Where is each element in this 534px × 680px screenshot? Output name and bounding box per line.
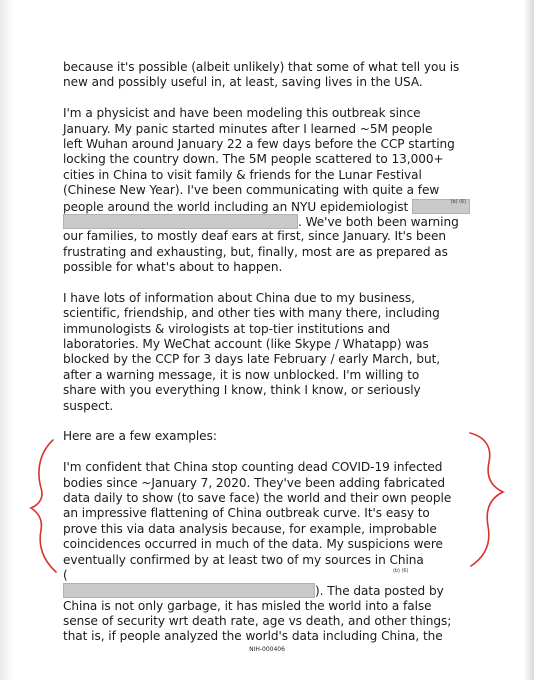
- text-line: new and possibly useful in, at least, saving lives in the USA.: [63, 75, 423, 90]
- text-line: laboratories. My WeChat account (like Skype / Whatapp) was: [63, 337, 429, 352]
- text-line: I'm a physicist and have been modeling this outbreak since: [63, 106, 421, 121]
- redaction-code: (b) (6): [393, 567, 409, 574]
- text-line: blocked by the CCP for 3 days late February / early March, but,: [63, 352, 441, 367]
- redaction-code: (b) (6): [450, 198, 467, 205]
- text-line: data daily to show (to save face) the world and their own people: [63, 490, 452, 505]
- text-line: possible for what's about to happen.: [63, 260, 283, 275]
- text-segment: . We've both been warning: [298, 214, 459, 229]
- text-segment: (: [63, 567, 68, 582]
- text-line: coincidences occurred in much of the data. My suspicions were: [63, 537, 443, 552]
- text-line: China is not only garbage, it has misled the world into a false: [63, 598, 432, 613]
- text-line: after a warning message, it is now unblocked. I'm willing to: [63, 367, 420, 382]
- text-line: left Wuhan around January 22 a few days before the CCP starting: [63, 136, 455, 151]
- text-line: cities in China to visit family & friends for the Lunar Festival: [63, 167, 422, 182]
- text-line: that is, if people analyzed the world's data including China, the: [63, 629, 443, 644]
- text-line: an impressive flattening of China outbreak curve. It's easy to: [63, 506, 430, 521]
- text-line: suspect.: [63, 398, 114, 413]
- text-line: our families, to mostly deaf ears at first, since January. It's been: [63, 229, 446, 244]
- text-line: Here are a few examples:: [63, 429, 217, 444]
- text-line: I'm confident that China stop counting dead COVID-19 infected: [63, 460, 443, 475]
- text-line: scientific, friendship, and other ties with many there, including: [63, 306, 440, 321]
- text-line: frustrating and exhausting, but, finally, most are as prepared as: [63, 244, 448, 259]
- text-line: locking the country down. The 5M people scattered to 13,000+: [63, 152, 444, 167]
- text-line: eventually confirmed by at least two of my sources in China: [63, 552, 424, 567]
- right-bracket-mark: [470, 433, 503, 566]
- text-line: I have lots of information about China due to my business,: [63, 290, 415, 305]
- text-line: immunologists & virologists at top-tier institutions and: [63, 321, 391, 336]
- bates-number: NIH-000406: [249, 646, 285, 653]
- text-line: share with you everything I know, think I know, or seriously: [63, 383, 421, 398]
- text-line: prove this via data analysis because, for example, improbable: [63, 521, 437, 536]
- text-segment: ). The data posted by: [315, 584, 444, 599]
- text-segment: people around the world including an NYU epidemiologist: [63, 199, 409, 214]
- left-bracket-mark: [31, 440, 56, 572]
- text-line: bodies since ~January 7, 2020. They've been adding fabricated: [63, 475, 445, 490]
- text-line: January. My panic started minutes after I learned ~5M people: [63, 121, 433, 136]
- text-line: sense of security wrt death rate, age vs death, and other things;: [63, 614, 452, 629]
- text-line: (Chinese New Year). I've been communicating with quite a few: [63, 183, 440, 198]
- text-line: because it's possible (albeit unlikely) that some of what tell you is: [63, 60, 460, 74]
